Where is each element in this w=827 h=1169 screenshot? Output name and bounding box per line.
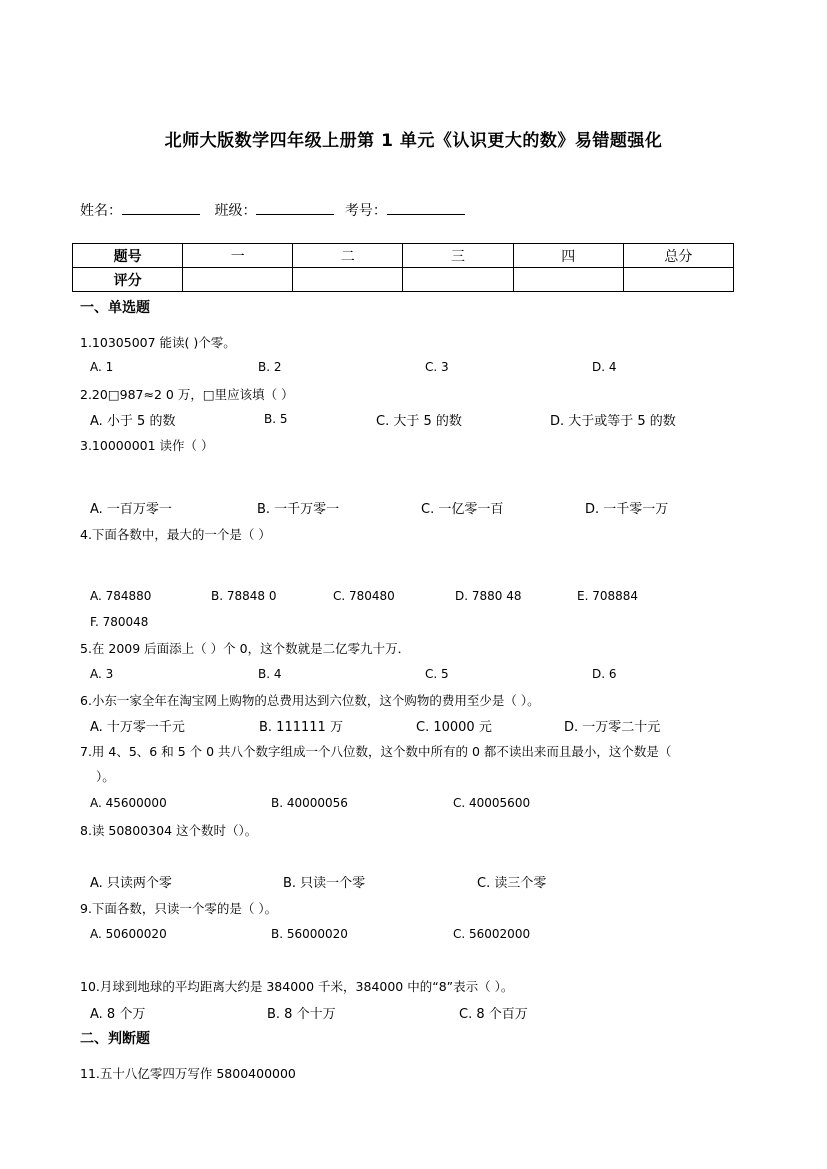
q1-option-d[interactable]: D. 4 (592, 360, 617, 374)
q5-option-d[interactable]: D. 6 (592, 667, 617, 681)
class-blank[interactable] (256, 200, 334, 215)
q8-option-a[interactable]: A. 只读两个零 (90, 876, 172, 891)
score-header-row (73, 244, 734, 268)
question-1: 1.10305007 能读( )个零。 (80, 335, 236, 350)
question-9: 9.下面各数，只读一个零的是（ ）。 (80, 901, 278, 916)
question-6: 6.小东一家全年在淘宝网上购物的总费用达到六位数，这个购物的费用至少是（ ）。 (80, 693, 540, 708)
q9-option-b[interactable]: B. 56000020 (271, 927, 348, 941)
score-header-cell: 三 (403, 244, 513, 268)
section-heading-1: 一、单选题 (80, 300, 150, 316)
name-label: 姓名： (80, 203, 122, 219)
q4-option-e[interactable]: E. 708884 (577, 589, 639, 603)
q2-option-a[interactable]: A. 小于 5 的数 (90, 414, 176, 429)
q1-option-c[interactable]: C. 3 (425, 360, 449, 374)
exam-blank[interactable] (387, 200, 465, 215)
question-10: 10.月球到地球的平均距离大约是 384000 千米，384000 中的“8”表示（ ）。 (80, 979, 514, 994)
question-7-continued: ）。 (96, 769, 115, 784)
q4-option-d[interactable]: D. 7880 48 (455, 589, 522, 603)
q6-option-d[interactable]: D. 一万零二十元 (564, 720, 661, 735)
q10-option-c[interactable]: C. 8 个百万 (459, 1007, 528, 1022)
q4-option-a[interactable]: A. 784880 (90, 589, 152, 603)
question-4: 4.下面各数中，最大的一个是（ ） (80, 527, 271, 542)
q8-option-b[interactable]: B. 只读一个零 (283, 876, 366, 891)
q4-option-f[interactable]: F. 780048 (90, 615, 149, 629)
q10-option-b[interactable]: B. 8 个十万 (267, 1007, 336, 1022)
score-header-cell: 四 (513, 244, 623, 268)
question-11: 11.五十八亿零四万写作 5800400000 (80, 1066, 296, 1081)
q5-option-a[interactable]: A. 3 (90, 667, 114, 681)
q4-option-c[interactable]: C. 780480 (333, 589, 395, 603)
class-label: 班级： (214, 203, 257, 219)
q1-option-a[interactable]: A. 1 (90, 360, 114, 374)
question-7: 7.用 4、5、6 和 5 个 0 共八个数字组成一个八位数，这个数中所有的 0 都不读出来而且最小，这个数是（ (80, 744, 672, 759)
q6-option-a[interactable]: A. 十万零一千元 (90, 720, 185, 735)
score-cell[interactable] (403, 268, 513, 292)
q4-option-b[interactable]: B. 78848 0 (211, 589, 277, 603)
score-table (72, 243, 734, 292)
score-cell[interactable] (513, 268, 623, 292)
q1-option-b[interactable]: B. 2 (258, 360, 282, 374)
name-blank[interactable] (122, 200, 200, 215)
q10-option-a[interactable]: A. 8 个万 (90, 1007, 146, 1022)
score-row (73, 268, 734, 292)
q7-option-c[interactable]: C. 40005600 (453, 796, 531, 810)
score-row-label: 评分 (73, 268, 183, 292)
student-info (80, 200, 471, 220)
question-2: 2.20□987≈2 0 万，□里应该填（ ） (80, 387, 294, 402)
q5-option-b[interactable]: B. 4 (258, 667, 282, 681)
q3-option-d[interactable]: D. 一千零一万 (585, 502, 669, 517)
score-header-cell: 题号 (73, 244, 183, 268)
score-cell[interactable] (293, 268, 403, 292)
q3-option-a[interactable]: A. 一百万零一 (90, 502, 172, 517)
score-header-cell: 一 (183, 244, 293, 268)
score-header-cell: 总分 (623, 244, 733, 268)
q2-option-c[interactable]: C. 大于 5 的数 (376, 414, 462, 429)
score-header-cell: 二 (293, 244, 403, 268)
q2-option-b[interactable]: B. 5 (264, 412, 288, 426)
q3-option-c[interactable]: C. 一亿零一百 (421, 502, 504, 517)
question-8: 8.读 50800304 这个数时（）。 (80, 823, 258, 838)
q9-option-c[interactable]: C. 56002000 (453, 927, 531, 941)
score-cell[interactable] (623, 268, 733, 292)
q8-option-c[interactable]: C. 读三个零 (477, 876, 547, 891)
q6-option-b[interactable]: B. 111111 万 (259, 720, 343, 735)
exam-label: 考号： (344, 203, 387, 219)
question-3: 3.10000001 读作（ ） (80, 438, 214, 453)
score-cell[interactable] (183, 268, 293, 292)
q9-option-a[interactable]: A. 50600020 (90, 927, 167, 941)
page-title: 北师大版数学四年级上册第 1 单元《认识更大的数》易错题强化 (164, 131, 663, 151)
q6-option-c[interactable]: C. 10000 元 (416, 720, 492, 735)
question-5: 5.在 2009 后面添上（ ）个 0，这个数就是二亿零九十万． (80, 641, 411, 656)
q5-option-c[interactable]: C. 5 (425, 667, 449, 681)
q3-option-b[interactable]: B. 一千万零一 (257, 502, 340, 517)
section-heading-2: 二、判断题 (80, 1031, 150, 1047)
q7-option-b[interactable]: B. 40000056 (271, 796, 348, 810)
q7-option-a[interactable]: A. 45600000 (90, 796, 167, 810)
q2-option-d[interactable]: D. 大于或等于 5 的数 (550, 414, 676, 429)
